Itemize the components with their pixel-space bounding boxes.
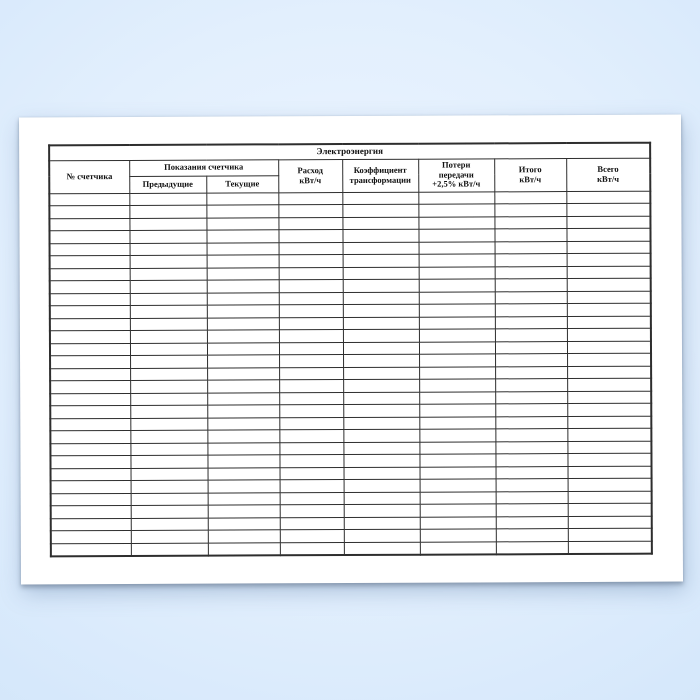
empty-cell-losses (419, 316, 495, 329)
empty-cell-consumption (279, 430, 343, 443)
col-header-current-readings: Текущие (206, 175, 278, 192)
empty-cell-transform_coef (343, 354, 419, 367)
empty-cell-subtotal (496, 541, 568, 554)
empty-cell-current (207, 392, 279, 405)
empty-cell-transform_coef (344, 504, 420, 517)
empty-cell-previous (129, 193, 206, 206)
col-header-consumption: Расход кВт/ч (278, 159, 342, 192)
empty-cell-meter_number (51, 468, 131, 481)
empty-cell-previous (129, 230, 206, 243)
empty-cell-previous (131, 480, 208, 493)
empty-cell-total (567, 266, 651, 279)
empty-cell-consumption (279, 292, 343, 305)
empty-cell-losses (418, 216, 494, 229)
col-header-total: Всего кВт/ч (566, 158, 650, 191)
empty-cell-transform_coef (342, 192, 418, 205)
empty-cell-losses (420, 466, 496, 479)
empty-cell-total (568, 528, 652, 541)
empty-cell-current (206, 192, 278, 205)
empty-cell-losses (420, 479, 496, 492)
empty-cell-meter_number (50, 418, 130, 431)
empty-cell-losses (419, 404, 495, 417)
empty-cell-subtotal (495, 404, 567, 417)
empty-cell-previous (131, 530, 208, 543)
empty-cell-consumption (280, 517, 344, 530)
empty-cell-total (567, 328, 651, 341)
empty-cell-consumption (280, 492, 344, 505)
empty-cell-consumption (278, 217, 342, 230)
empty-cell-current (207, 267, 279, 280)
table-row (51, 541, 652, 556)
empty-cell-previous (130, 255, 207, 268)
empty-cell-consumption (279, 367, 343, 380)
empty-cell-losses (420, 541, 496, 554)
empty-cell-transform_coef (343, 342, 419, 355)
empty-cell-previous (130, 343, 207, 356)
empty-cell-current (208, 530, 280, 543)
empty-cell-current (207, 380, 279, 393)
empty-cell-losses (419, 341, 495, 354)
empty-cell-current (208, 517, 280, 530)
empty-cell-current (207, 330, 279, 343)
empty-cell-subtotal (494, 191, 566, 204)
empty-cell-subtotal (494, 216, 566, 229)
empty-cell-meter_number (50, 430, 130, 443)
empty-cell-losses (420, 529, 496, 542)
empty-cell-transform_coef (343, 442, 419, 455)
empty-cell-losses (419, 266, 495, 279)
empty-cell-current (208, 542, 280, 555)
empty-cell-transform_coef (344, 479, 420, 492)
empty-cell-transform_coef (342, 229, 418, 242)
empty-cell-current (207, 292, 279, 305)
empty-cell-current (208, 505, 280, 518)
empty-cell-losses (420, 504, 496, 517)
empty-cell-current (207, 417, 279, 430)
empty-cell-subtotal (495, 391, 567, 404)
empty-cell-subtotal (495, 279, 567, 292)
empty-cell-meter_number (49, 193, 129, 206)
empty-cell-consumption (279, 342, 343, 355)
empty-cell-total (568, 491, 652, 504)
empty-cell-transform_coef (343, 304, 419, 317)
empty-cell-total (568, 541, 652, 554)
empty-cell-transform_coef (343, 404, 419, 417)
empty-cell-consumption (279, 417, 343, 430)
empty-cell-meter_number (50, 243, 130, 256)
empty-cell-subtotal (495, 291, 567, 304)
empty-cell-meter_number (50, 368, 130, 381)
empty-cell-meter_number (51, 505, 131, 518)
empty-cell-consumption (278, 192, 342, 205)
empty-cell-subtotal (495, 354, 567, 367)
empty-cell-losses (419, 416, 495, 429)
empty-cell-current (206, 230, 278, 243)
empty-cell-previous (130, 380, 207, 393)
empty-cell-total (567, 303, 651, 316)
empty-cell-previous (130, 318, 207, 331)
empty-cell-current (207, 405, 279, 418)
empty-cell-meter_number (51, 543, 131, 556)
empty-cell-current (207, 430, 279, 443)
empty-cell-meter_number (50, 455, 130, 468)
empty-cell-losses (420, 516, 496, 529)
empty-cell-previous (130, 405, 207, 418)
empty-cell-subtotal (494, 229, 566, 242)
empty-cell-total (567, 353, 651, 366)
empty-cell-current (206, 217, 278, 230)
empty-cell-subtotal (496, 479, 568, 492)
empty-cell-consumption (279, 280, 343, 293)
empty-cell-total (567, 366, 651, 379)
empty-cell-meter_number (49, 230, 129, 243)
empty-cell-subtotal (495, 266, 567, 279)
empty-cell-total (566, 216, 650, 229)
empty-cell-subtotal (495, 379, 567, 392)
col-header-meter-number: № счетчика (49, 160, 129, 193)
empty-cell-transform_coef (343, 454, 419, 467)
empty-cell-consumption (279, 267, 343, 280)
empty-cell-losses (418, 229, 494, 242)
empty-cell-current (207, 367, 279, 380)
empty-cell-meter_number (50, 280, 130, 293)
empty-cell-meter_number (50, 355, 130, 368)
empty-cell-meter_number (50, 305, 130, 318)
empty-cell-consumption (278, 230, 342, 243)
empty-cell-meter_number (51, 518, 131, 531)
empty-cell-current (207, 280, 279, 293)
empty-cell-previous (130, 330, 207, 343)
empty-cell-losses (419, 279, 495, 292)
empty-cell-transform_coef (343, 367, 419, 380)
empty-cell-previous (130, 430, 207, 443)
empty-cell-total (566, 191, 650, 204)
empty-cell-previous (130, 355, 207, 368)
empty-cell-meter_number (50, 443, 130, 456)
empty-cell-previous (130, 280, 207, 293)
empty-cell-transform_coef (342, 204, 418, 217)
empty-cell-subtotal (496, 491, 568, 504)
empty-cell-previous (130, 393, 207, 406)
empty-cell-transform_coef (343, 267, 419, 280)
empty-cell-total (567, 416, 651, 429)
empty-cell-meter_number (51, 530, 131, 543)
empty-cell-subtotal (495, 254, 567, 267)
empty-cell-total (568, 503, 652, 516)
empty-cell-meter_number (50, 255, 130, 268)
electricity-table (48, 142, 653, 557)
empty-cell-subtotal (496, 516, 568, 529)
col-header-transmission-losses: Потери передачи +2,5% кВт/ч (418, 158, 494, 191)
empty-cell-previous (130, 268, 207, 281)
empty-cell-consumption (280, 480, 344, 493)
empty-cell-meter_number (50, 318, 130, 331)
empty-cell-losses (418, 204, 494, 217)
empty-cell-transform_coef (343, 279, 419, 292)
empty-cell-total (567, 291, 651, 304)
empty-cell-total (567, 391, 651, 404)
empty-cell-previous (129, 218, 206, 231)
empty-cell-total (568, 516, 652, 529)
empty-cell-subtotal (495, 416, 567, 429)
empty-cell-previous (130, 305, 207, 318)
empty-cell-current (207, 242, 279, 255)
empty-cell-subtotal (495, 341, 567, 354)
empty-cell-transform_coef (344, 529, 420, 542)
empty-cell-previous (131, 518, 208, 531)
empty-cell-current (207, 317, 279, 330)
empty-cell-meter_number (50, 330, 130, 343)
empty-cell-current (208, 467, 280, 480)
empty-cell-subtotal (496, 466, 568, 479)
empty-cell-total (567, 453, 651, 466)
empty-cell-transform_coef (343, 242, 419, 255)
empty-cell-consumption (279, 255, 343, 268)
empty-cell-consumption (279, 242, 343, 255)
empty-cell-transform_coef (343, 292, 419, 305)
empty-cell-meter_number (50, 380, 130, 393)
empty-cell-transform_coef (344, 492, 420, 505)
empty-cell-transform_coef (344, 542, 420, 555)
empty-cell-losses (418, 191, 494, 204)
empty-cell-subtotal (496, 504, 568, 517)
empty-cell-losses (419, 441, 495, 454)
empty-cell-transform_coef (343, 392, 419, 405)
empty-cell-consumption (279, 305, 343, 318)
empty-cell-losses (419, 354, 495, 367)
empty-cell-current (207, 342, 279, 355)
empty-cell-subtotal (495, 366, 567, 379)
empty-cell-previous (131, 468, 208, 481)
empty-cell-consumption (278, 205, 342, 218)
empty-cell-losses (419, 429, 495, 442)
empty-cell-previous (131, 505, 208, 518)
empty-cell-meter_number (49, 205, 129, 218)
paper-sheet (19, 115, 683, 585)
empty-cell-subtotal (495, 454, 567, 467)
empty-cell-consumption (279, 392, 343, 405)
empty-cell-previous (129, 205, 206, 218)
empty-cell-subtotal (496, 529, 568, 542)
empty-cell-meter_number (50, 393, 130, 406)
col-header-subtotal: Итого кВт/ч (494, 158, 566, 191)
empty-cell-current (206, 205, 278, 218)
empty-cell-total (567, 253, 651, 266)
empty-cell-subtotal (495, 441, 567, 454)
empty-cell-losses (419, 454, 495, 467)
empty-cell-consumption (280, 467, 344, 480)
empty-cell-current (207, 442, 279, 455)
empty-cell-subtotal (495, 304, 567, 317)
empty-cell-previous (130, 455, 207, 468)
empty-cell-previous (130, 293, 207, 306)
empty-cell-consumption (279, 405, 343, 418)
empty-cell-subtotal (494, 204, 566, 217)
empty-cell-total (567, 278, 651, 291)
empty-cell-meter_number (49, 218, 129, 231)
empty-cell-losses (419, 329, 495, 342)
empty-cell-meter_number (50, 343, 130, 356)
empty-cell-total (567, 403, 651, 416)
empty-cell-losses (420, 491, 496, 504)
empty-cell-current (207, 305, 279, 318)
table-container (48, 142, 653, 557)
empty-cell-losses (419, 254, 495, 267)
empty-cell-transform_coef (342, 217, 418, 230)
empty-cell-previous (130, 243, 207, 256)
col-group-readings: Показания счетчика (129, 159, 278, 176)
empty-cell-consumption (280, 505, 344, 518)
empty-cell-previous (130, 368, 207, 381)
empty-cell-previous (131, 493, 208, 506)
col-header-previous-readings: Предыдущие (129, 176, 206, 193)
empty-cell-current (207, 355, 279, 368)
empty-cell-transform_coef (343, 317, 419, 330)
empty-cell-meter_number (51, 493, 131, 506)
col-header-transformation-coefficient: Коэффициент трансформации (342, 159, 418, 192)
empty-cell-total (567, 241, 651, 254)
empty-cell-meter_number (50, 293, 130, 306)
empty-cell-consumption (279, 355, 343, 368)
empty-cell-total (567, 378, 651, 391)
empty-cell-current (208, 492, 280, 505)
empty-cell-meter_number (51, 480, 131, 493)
table-body (49, 191, 652, 556)
empty-cell-previous (131, 543, 208, 556)
empty-cell-consumption (280, 530, 344, 543)
empty-cell-losses (419, 304, 495, 317)
empty-cell-losses (419, 291, 495, 304)
empty-cell-total (568, 466, 652, 479)
empty-cell-consumption (279, 330, 343, 343)
empty-cell-consumption (279, 380, 343, 393)
empty-cell-subtotal (495, 429, 567, 442)
empty-cell-transform_coef (344, 467, 420, 480)
empty-cell-total (566, 228, 650, 241)
empty-cell-consumption (279, 455, 343, 468)
empty-cell-current (207, 455, 279, 468)
empty-cell-losses (419, 379, 495, 392)
empty-cell-transform_coef (344, 517, 420, 530)
empty-cell-transform_coef (343, 329, 419, 342)
empty-cell-losses (419, 391, 495, 404)
empty-cell-meter_number (50, 405, 130, 418)
empty-cell-previous (130, 443, 207, 456)
empty-cell-subtotal (495, 316, 567, 329)
empty-cell-total (567, 428, 651, 441)
empty-cell-transform_coef (343, 254, 419, 267)
empty-cell-transform_coef (343, 429, 419, 442)
table-header (49, 143, 650, 194)
empty-cell-meter_number (50, 268, 130, 281)
empty-cell-consumption (280, 542, 344, 555)
header-row-top (49, 158, 650, 177)
empty-cell-consumption (279, 442, 343, 455)
empty-cell-total (567, 341, 651, 354)
empty-cell-losses (419, 241, 495, 254)
empty-cell-transform_coef (343, 379, 419, 392)
table-title: Электроэнергия (49, 143, 650, 161)
empty-cell-current (207, 255, 279, 268)
empty-cell-total (567, 316, 651, 329)
empty-cell-total (567, 441, 651, 454)
empty-cell-transform_coef (343, 417, 419, 430)
empty-cell-consumption (279, 317, 343, 330)
empty-cell-losses (419, 366, 495, 379)
empty-cell-current (208, 480, 280, 493)
empty-cell-total (566, 203, 650, 216)
empty-cell-previous (130, 418, 207, 431)
empty-cell-total (568, 478, 652, 491)
empty-cell-subtotal (495, 241, 567, 254)
empty-cell-subtotal (495, 329, 567, 342)
